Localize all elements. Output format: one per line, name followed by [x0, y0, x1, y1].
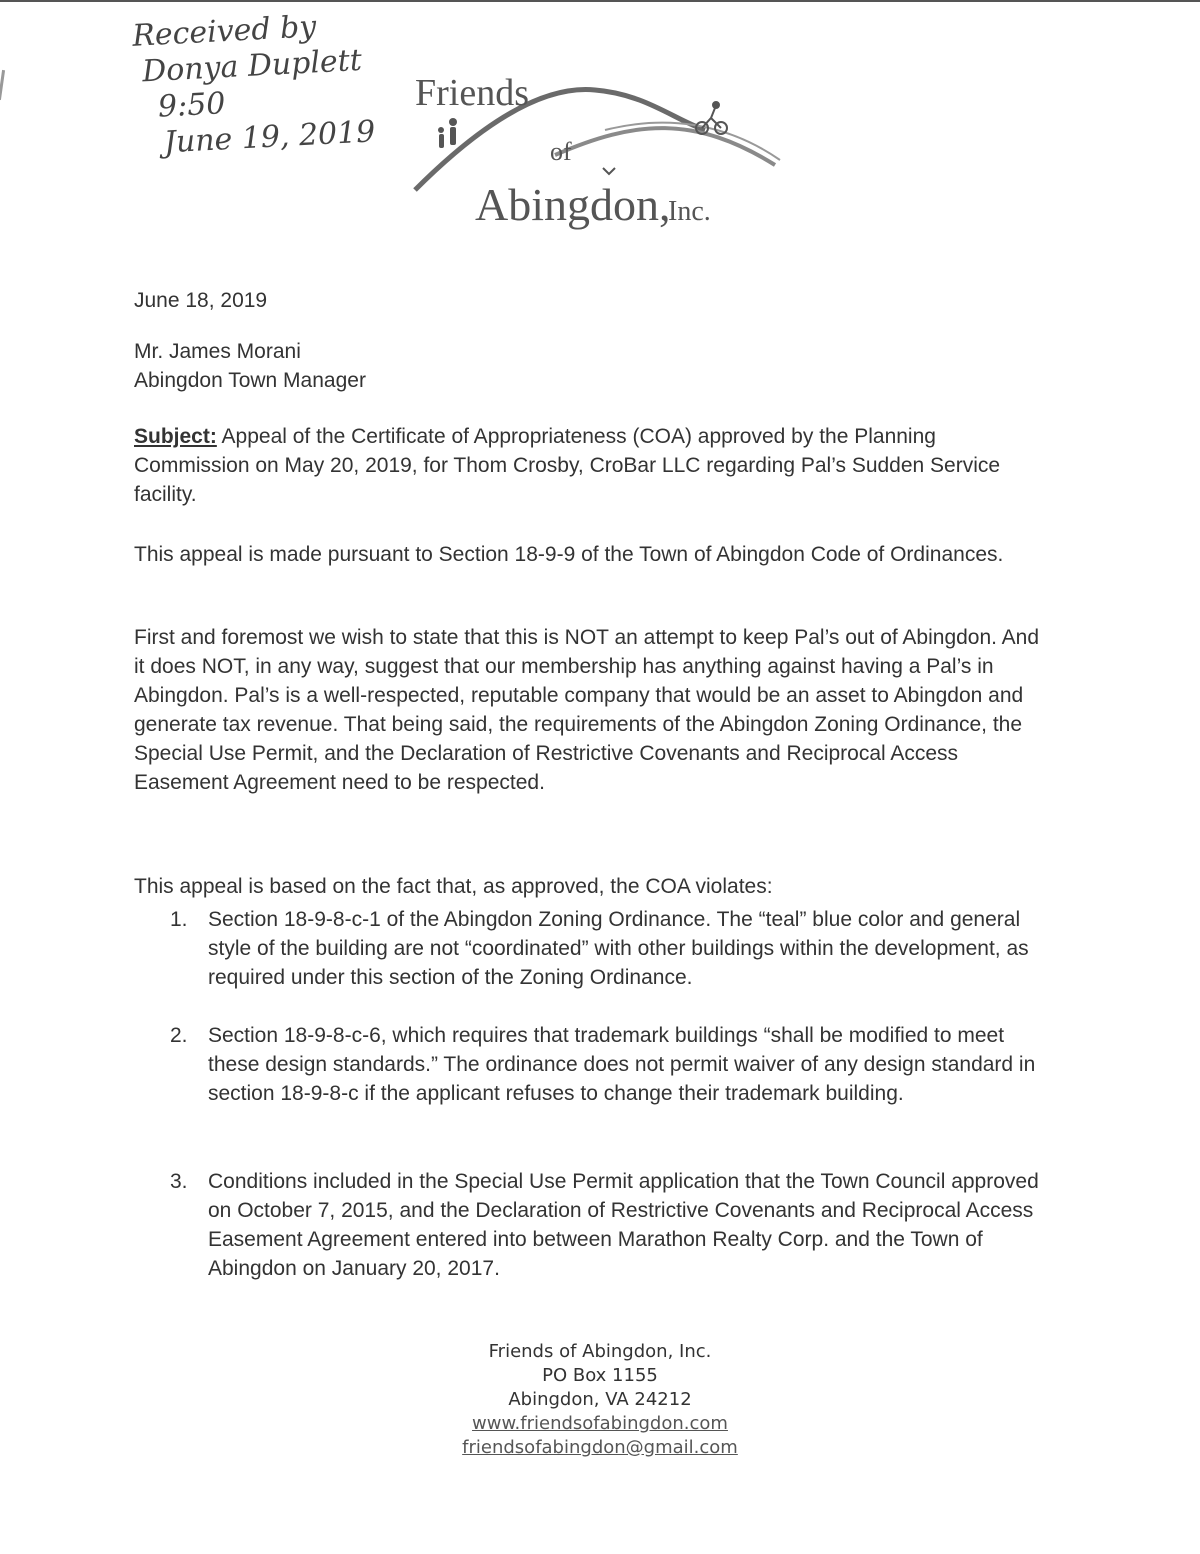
- list-item-number: 3.: [170, 1170, 188, 1193]
- list-item: [170, 1021, 1050, 1108]
- footer-contact-block: [380, 1340, 820, 1460]
- logo-hill-right: [555, 128, 775, 165]
- list-item-text: Section 18-9-8-c-6, which requires that trademark buildings “shall be modified to meet these design standards.” The ordinance does not permit waiver of any design standard in section 18-9-8-c if the applicant refuses to change their trademark building.: [208, 1024, 1036, 1105]
- subject-label: Subject:: [134, 425, 217, 448]
- logo-word-friends: Friends: [415, 72, 529, 114]
- recipient-title: Abingdon Town Manager: [134, 369, 366, 392]
- list-item: [170, 905, 1050, 992]
- logo-walkers-icon: [438, 118, 457, 148]
- logo-word-abingdon: Abingdon,: [475, 179, 671, 230]
- subject-line: [134, 422, 1054, 509]
- violation-list-item-3: [170, 1167, 1050, 1283]
- recipient-name: Mr. James Morani: [134, 340, 301, 363]
- recipient-block: [134, 337, 1054, 395]
- handwritten-signature: Donya Duplett: [141, 42, 363, 90]
- logo-word-of: of: [550, 137, 572, 166]
- footer-city: Abingdon, VA 24212: [508, 1389, 692, 1410]
- list-item-text: Conditions included in the Special Use Permit application that the Town Council approved on October 7, 2015, and the Declaration of Restrictive Covenants and Reciprocal Access Easement Agreement entered into between Marathon Realty Corp. and the Town of Abingdon on January 20, 2017.: [208, 1170, 1039, 1280]
- paragraph-section-reference: This appeal is made pursuant to Section 18-9-9 of the Town of Abingdon Code of Ordinances.: [134, 543, 1004, 566]
- footer-email-link[interactable]: friendsofabingdon@gmail.com: [462, 1437, 738, 1458]
- list-item: [170, 1167, 1050, 1283]
- handwritten-time: 9:50: [157, 86, 227, 125]
- footer-po-box: PO Box 1155: [542, 1365, 658, 1386]
- violation-list-item-1: [170, 905, 1050, 992]
- list-item-number: 1.: [170, 908, 188, 931]
- paragraph-violations-intro: This appeal is based on the fact that, as approved, the COA violates:: [134, 875, 773, 898]
- friends-of-abingdon-logo: [405, 60, 785, 240]
- scan-edge-mark: [0, 70, 5, 100]
- handwritten-line: Received by: [131, 9, 318, 54]
- list-item-text: Section 18-9-8-c-1 of the Abingdon Zoning Ordinance. The “teal” blue color and general style of the building are not “coordinated” with other buildings within the development, as required under this section of the Zoning Ordinance.: [208, 908, 1029, 989]
- list-item-number: 2.: [170, 1024, 188, 1047]
- subject-text: Appeal of the Certificate of Appropriateness (COA) approved by the Planning Commission on May 20, 2019, for Thom Crosby, CroBar LLC regarding Pal’s Sudden Service facility.: [134, 425, 1001, 506]
- footer-website-link[interactable]: www.friendsofabingdon.com: [472, 1413, 728, 1434]
- page-top-border: [0, 0, 1200, 2]
- logo-bird-icon: [603, 168, 615, 174]
- letter-date: June 18, 2019: [134, 289, 268, 312]
- violation-list-item-2: [170, 1021, 1050, 1108]
- handwritten-date: June 19, 2019: [163, 114, 377, 161]
- footer-org-name: Friends of Abingdon, Inc.: [488, 1341, 712, 1362]
- logo-word-inc: Inc.: [668, 196, 711, 227]
- handwritten-received-note: [131, 5, 398, 162]
- paragraph-intent-statement: First and foremost we wish to state that this is NOT an attempt to keep Pal’s out of Abingdon. And it does NOT, in any way, suggest that our membership has anything against having a Pal’s in Abingdon. Pal’s is a well-respected, reputable company that would be an asset to Abingdon and generate tax revenue. That being said, the requirements of the Abingdon Zoning Ordinance, the Special Use Permit, and the Declaration of Restrictive Covenants and Reciprocal Access Easement Agreement need to be respected.: [134, 626, 1040, 794]
